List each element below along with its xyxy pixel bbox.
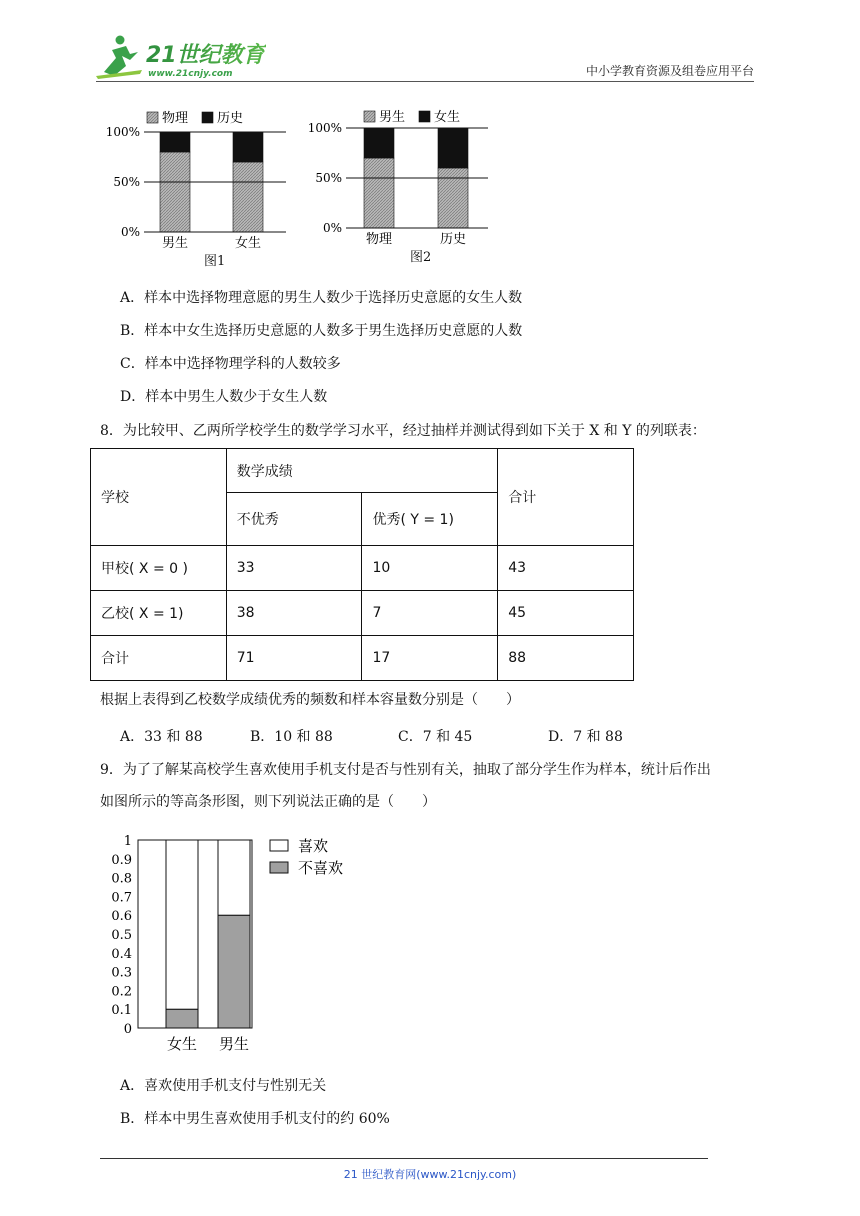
bar-segment-upper [438,128,468,168]
runner-icon [96,36,142,80]
table-header-excellent: 优秀( Y = 1) [362,493,498,546]
q8-stem: 8．为比较甲、乙两所学校学生的数学学习水平，经过抽样并测试得到如下关于 X 和 Y 的列联表： [100,423,706,439]
legend-swatch [202,112,213,123]
bar-segment-lower [364,158,394,228]
q9-option-a: A．喜欢使用手机支付与性别无关 [120,1078,327,1094]
q9-chart [100,828,370,1056]
x-tick-label: 男生 [161,236,189,251]
bar-segment-upper [233,132,263,162]
y-tick-label: 1 [123,834,132,849]
q9-stem-line1: 9．为了了解某高校学生喜欢使用手机支付是否与性别有关，抽取了部分学生作为样本，统计后作出 [100,762,711,778]
y-tick-label: 50% [315,171,342,185]
legend-swatch [270,862,288,873]
table-row-label: 乙校( X = 1) [91,591,227,636]
x-tick-label: 女生 [234,236,262,251]
y-tick-label: 0.5 [111,928,132,943]
bar-segment-like [166,840,198,1009]
table-cell: 45 [498,591,634,636]
q8-option-b: B．10 和 88 [250,729,333,745]
q9-stem-line2: 如图所示的等高条形图，则下列说法正确的是（ ） [100,794,436,810]
x-tick-label: 女生 [166,1035,198,1053]
table-cell: 71 [226,636,362,681]
legend-swatch [364,111,375,122]
table-row [91,636,634,681]
q8-option-c: C．7 和 45 [398,729,473,745]
y-tick-label: 0.1 [111,1003,132,1019]
contingency-table [90,448,634,681]
table-row [91,591,634,636]
table-header-school: 学校 [91,449,227,546]
bar-segment-upper [364,128,394,158]
x-tick-label: 男生 [218,1035,250,1053]
q7-option-b: B．样本中女生选择历史意愿的人数多于男生选择历史意愿的人数 [120,323,523,339]
y-tick-label: 100% [105,125,140,139]
header-divider [96,81,754,82]
header-platform-text: 中小学教育资源及组卷应用平台 [585,64,754,78]
y-tick-label: 0.6 [111,909,132,925]
q7-option-c: C．样本中选择物理学科的人数较多 [120,356,341,372]
legend-label: 历史 [217,111,244,126]
y-tick-label: 0% [120,225,140,239]
y-tick-label: 0.3 [111,965,132,981]
legend-label: 女生 [434,110,461,125]
logo-text: 21世纪教育 [146,43,265,68]
bar-segment-dislike [218,915,250,1028]
logo-url: www.21cnjy.com [148,69,233,79]
table-cell: 88 [498,636,634,681]
bar-segment-like [218,840,250,915]
table-cell: 38 [226,591,362,636]
y-tick-label: 0.8 [111,871,132,887]
x-tick-label: 历史 [439,232,467,247]
site-logo [96,32,266,80]
legend-swatch [419,111,430,122]
bar-segment-lower [160,152,190,232]
table-cell: 17 [362,636,498,681]
table-row-label: 合计 [91,636,227,681]
legend-swatch [147,112,158,123]
table-cell: 7 [362,591,498,636]
table-cell: 43 [498,546,634,591]
legend-label: 男生 [379,110,406,125]
q8-option-d: D．7 和 88 [548,729,623,745]
y-tick-label: 0.9 [111,852,132,868]
table-header-total: 合计 [498,449,634,546]
y-tick-label: 0.4 [111,946,132,962]
table-row-label: 甲校( X = 0 ) [91,546,227,591]
bar-segment-lower [233,162,263,232]
table-cell: 33 [226,546,362,591]
footer-text: 21 世纪教育网(www.21cnjy.com) [343,1168,517,1181]
bar-segment-upper [160,132,190,152]
q7-option-d: D．样本中男生人数少于女生人数 [120,389,328,405]
figure-1-caption: 图1 [204,254,226,269]
y-tick-label: 0 [123,1022,132,1037]
bar-segment-dislike [166,1009,198,1028]
footer-divider [100,1158,708,1159]
q8-question: 根据上表得到乙校数学成绩优秀的频数和样本容量数分别是（ ） [100,692,520,708]
y-tick-label: 0.2 [111,984,132,1000]
figure-1-chart [100,104,300,266]
y-tick-label: 50% [113,175,140,189]
y-tick-label: 0% [322,221,342,235]
bar-segment-lower [438,168,468,228]
y-tick-label: 100% [307,121,342,135]
legend-label: 物理 [162,111,189,126]
legend-swatch [270,840,288,851]
table-cell: 10 [362,546,498,591]
q7-option-a: A．样本中选择物理意愿的男生人数少于选择历史意愿的女生人数 [120,290,523,306]
q8-option-a: A．33 和 88 [120,729,203,745]
q9-option-b: B．样本中男生喜欢使用手机支付的约 60% [120,1111,390,1127]
figure-2-caption: 图2 [410,250,432,265]
table-header-math-score: 数学成绩 [226,449,498,493]
legend-label: 喜欢 [298,837,329,855]
table-header-not-excellent: 不优秀 [226,493,362,546]
y-tick-label: 0.7 [111,890,132,906]
x-tick-label: 物理 [365,232,393,247]
legend-label: 不喜欢 [298,859,344,877]
figure-2-chart [302,100,502,262]
table-row [91,546,634,591]
